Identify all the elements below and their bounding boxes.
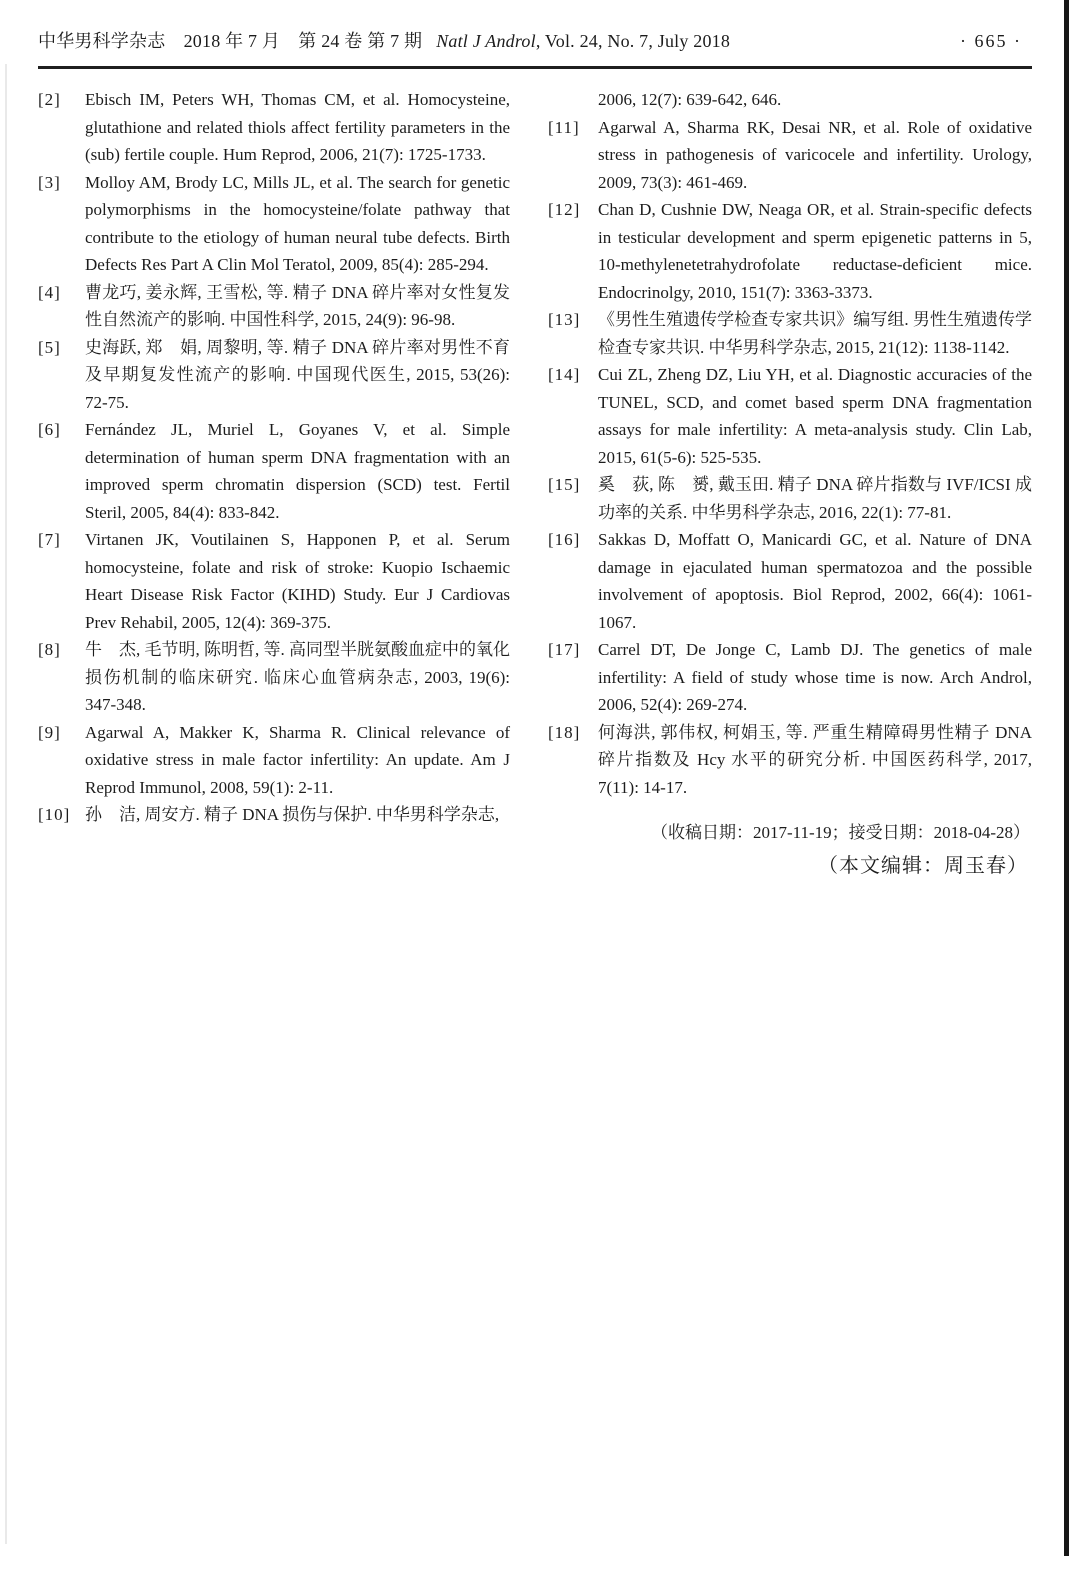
reference-item-14 (548, 361, 1032, 471)
reference-number: [18] (548, 722, 581, 742)
reference-item-4 (38, 279, 510, 334)
reference-item-12 (548, 196, 1032, 306)
reference-text: 2006, 12(7): 639-642, 646. (598, 90, 782, 109)
reference-text: Sakkas D, Moffatt O, Manicardi GC, et al. Nature of DNA damage in ejaculated human spermatozoa and the possible involvement of apoptosis. Biol Reprod, 2002, 66(4): 1061-1067. (598, 530, 1032, 632)
reference-item-16 (548, 526, 1032, 636)
reference-text: Molloy AM, Brody LC, Mills JL, et al. The search for genetic polymorphisms in the homocysteine/folate pathway that contribute to the etiology of human neural tube defects. Birth Defects Res Part A Clin Mol Teratol, 2009, 85(4): 285-294. (85, 172, 510, 274)
reference-number: [8] (38, 640, 61, 659)
reference-number: [11] (548, 117, 580, 137)
journal-header-line (38, 28, 730, 54)
reference-number: [4] (38, 282, 61, 302)
reference-item-10-continuation (548, 86, 1032, 114)
page-number: · 665 · (960, 31, 1022, 51)
reference-text: 史海跃, 郑 娟, 周黎明, 等. 精子 DNA 碎片率对男性不育及早期复发性流产的影响. 中国现代医生, 2015, 53(26): 72-75. (85, 337, 510, 412)
received-accepted-dates: （收稿日期：2017-11-19；接受日期：2018-04-28） (650, 823, 1030, 842)
reference-item-13 (548, 306, 1032, 361)
reference-number: [7] (38, 530, 61, 549)
reference-text: 孙 洁, 周安方. 精子 DNA 损伤与保护. 中华男科学杂志, (85, 805, 500, 824)
journal-title-en: Natl J Androl (436, 31, 536, 51)
reference-item-7 (38, 526, 510, 636)
reference-text: Ebisch IM, Peters WH, Thomas CM, et al. Homocysteine, glutathione and related thiols affect fertility parameters in the (sub) fertile couple. Hum Reprod, 2006, 21(7): 1725-1733. (85, 90, 510, 164)
reference-item-10 (38, 801, 510, 829)
scan-page-edge-left (5, 64, 7, 1544)
references-columns (38, 86, 1032, 882)
header-rule (38, 66, 1032, 69)
reference-item-11 (548, 114, 1032, 197)
reference-item-6 (38, 416, 510, 526)
article-footer (548, 819, 1032, 882)
reference-number: [9] (38, 722, 61, 742)
reference-number: [3] (38, 172, 61, 192)
reference-item-17 (548, 636, 1032, 719)
reference-text: 牛 杰, 毛节明, 陈明哲, 等. 高同型半胱氨酸血症中的氧化损伤机制的临床研究. 临床心血管病杂志, 2003, 19(6): 347-348. (85, 640, 510, 714)
page-header (38, 28, 1032, 54)
reference-item-5 (38, 334, 510, 417)
reference-number: [15] (548, 475, 581, 494)
references-column-left (38, 86, 510, 882)
reference-number: [17] (548, 640, 581, 659)
reference-number: [12] (548, 200, 581, 219)
reference-item-8 (38, 636, 510, 719)
reference-text: 何海洪, 郭伟权, 柯娟玉, 等. 严重生精障碍男性精子 DNA 碎片指数及 Hcy 水平的研究分析. 中国医药科学, 2017, 7(11): 14-17. (598, 722, 1032, 797)
reference-item-15 (548, 471, 1032, 526)
reference-text: Chan D, Cushnie DW, Neaga OR, et al. Strain-specific defects in testicular development and sperm epigenetic patterns in 5, 10-methylenetetrahydrofolate reductase-deficient mice. Endocrinolgy, 2010, 151(7): 3363-3373. (598, 200, 1032, 302)
journal-issue-en: , Vol. 24, No. 7, July 2018 (535, 31, 731, 51)
journal-title-cn: 中华男科学杂志 2018 年 7 月 第 24 卷 第 7 期 (38, 31, 423, 51)
reference-number: [14] (548, 365, 581, 384)
reference-number: [10] (38, 805, 71, 824)
reference-text: Agarwal A, Makker K, Sharma R. Clinical relevance of oxidative stress in male factor infertility: An update. Am J Reprod Immunol, 2008, 59(1): 2-11. (85, 722, 510, 797)
reference-text: Cui ZL, Zheng DZ, Liu YH, et al. Diagnostic accuracies of the TUNEL, SCD, and comet based sperm DNA fragmentation assays for male infertility: A meta-analysis study. Clin Lab, 2015, 61(5-6): 525-535. (598, 365, 1032, 467)
reference-item-9 (38, 719, 510, 802)
editor-note: （本文编辑：周玉春） (818, 855, 1028, 877)
reference-text: 奚 荻, 陈 赟, 戴玉田. 精子 DNA 碎片指数与 IVF/ICSI 成功率的关系. 中华男科学杂志, 2016, 22(1): 77-81. (598, 475, 1032, 522)
scan-page-edge-right (1064, 0, 1069, 1556)
reference-item-18 (548, 719, 1032, 802)
reference-number: [2] (38, 90, 61, 109)
reference-number: [5] (38, 337, 61, 357)
reference-number: [16] (548, 530, 581, 549)
reference-text: 《男性生殖遗传学检查专家共识》编写组. 男性生殖遗传学检查专家共识. 中华男科学杂志, 2015, 21(12): 1138-1142. (598, 310, 1032, 357)
reference-text: Carrel DT, De Jonge C, Lamb DJ. The genetics of male infertility: A field of study whose time is now. Arch Androl, 2006, 52(4): 269-274. (598, 640, 1032, 714)
reference-text: 曹龙巧, 姜永辉, 王雪松, 等. 精子 DNA 碎片率对女性复发性自然流产的影响. 中国性科学, 2015, 24(9): 96-98. (85, 282, 510, 329)
reference-number: [6] (38, 420, 61, 439)
reference-text: Agarwal A, Sharma RK, Desai NR, et al. Role of oxidative stress in pathogenesis of varicocele and infertility. Urology, 2009, 73(3): 461-469. (598, 117, 1032, 192)
references-column-right (548, 86, 1032, 882)
reference-item-3 (38, 169, 510, 279)
reference-item-2 (38, 86, 510, 169)
reference-number: [13] (548, 310, 581, 329)
reference-text: Fernández JL, Muriel L, Goyanes V, et al. Simple determination of human sperm DNA fragmentation with an improved sperm chromatin dispersion (SCD) test. Fertil Steril, 2005, 84(4): 833-842. (85, 420, 510, 522)
reference-text: Virtanen JK, Voutilainen S, Happonen P, et al. Serum homocysteine, folate and risk of stroke: Kuopio Ischaemic Heart Disease Risk Factor (KIHD) Study. Eur J Cardiovas Prev Rehabil, 2005, 12(4): 369-375. (85, 530, 510, 632)
